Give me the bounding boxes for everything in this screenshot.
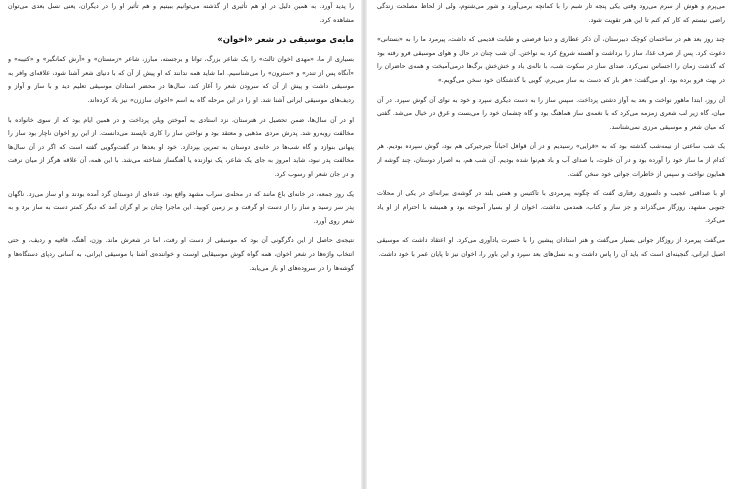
right-paragraph-4: یک شب ساعتی از نیمه‌شب گذشته بود که به «قرایی» رسیدیم و در آن قوافل احیاناً جیرجیرکی هم بود، گوش سپرده بودیم. هر کدام از ما ساز خود را آورده بود و در آن خلوت، با صدای آب و باد هم‌نوا شده بودیم. آن شب هم، به اصرار دوستان، چند گوشه از همایون نواخت و سپس از خاطرات جوانی خود سخن گفت. <box>377 143 725 178</box>
page-gutter <box>361 0 367 489</box>
right-paragraph-3: آن روز، ابتدا ماهور نواخت و بعد به آواز دشتی پرداخت. سپس ساز را به دست دیگری سپرد و خود به نوای آن گوش سپرد. در آن میان، گاه زیر لب شعری زمزمه می‌کرد که با نغمه‌ی ساز هماهنگ بود و گاه چشمان خود را می‌بست و غرق در خیال می‌شد. گفتی که میان شعر و موسیقی مرزی نمی‌شناسد. <box>377 96 725 131</box>
left-page <box>8 0 354 489</box>
right-paragraph-6: می‌گفت پیرمرد از روزگار جوانی بسیار می‌گفت و هنر استادان پیشین را با حسرت یادآوری می‌کرد. او اعتقاد داشت که موسیقی اصیل ایرانی، گنجینه‌ای است که باید آن را پاس داشت و به نسل‌های بعد سپرد و این باور را، اخوان نیز تا پایان عمر با خود داشت. <box>377 236 725 258</box>
left-paragraph-2: او در آن سال‌ها، ضمن تحصیل در هنرستان، نزد استادی به آموختن ویلن پرداخت و در همین ایام بود که از سوی خانواده با مخالفت روبه‌رو شد. پدرش مردی مذهبی و معتقد بود و نواختن ساز را کاری ناپسند می‌دانست. از این رو اخوان ناچار بود ساز را پنهانی بنوازد و گاه شب‌ها در خانه‌ی دوستان به تمرین بپردازد. خود او بعدها در گفت‌وگویی گفته است که اگر در آن سال‌ها مخالفت پدر نبود، شاید امروز به جای یک شاعر، یک نوازنده یا آهنگساز شناخته می‌شد. با این همه، آن علاقه هرگز از میان نرفت و در جان شعر او رسوب کرد. <box>8 116 354 178</box>
right-paragraph-1: می‌پرم و هوش از سرم می‌رود وقتی یکی پنجه تار شبم را با کمانچه برمی‌آورد و شور می‌شنوم، ولی از لحاظ مصلحت زندگی راضی نیستم که کار کم کنم تا این هنر تقویت شود. <box>377 3 725 24</box>
left-paragraph-3: یک روز جمعه، در خانه‌ای باغ مانند که در محله‌ی سراب مشهد واقع بود، عده‌ای از دوستان گرد آمده بودند و او ساز می‌زد. ناگهان پدر سر رسید و ساز را از دست او گرفت و بر زمین کوبید. این ماجرا چنان بر او گران آمد که دیگر کمتر دست به ساز برد و به شعر روی آورد. <box>8 190 354 225</box>
section-heading: مایه‌ی موسیقی در شعر «اخوان» <box>217 35 354 46</box>
left-intro-paragraph: را پدید آورد. به همین دلیل در او هم تأثیری از گذشته می‌توانیم ببینیم و هم تأثیر او را در دیگران، یعنی نسل بعدی می‌توان مشاهده کرد. <box>8 3 354 24</box>
right-paragraph-5: او با صداقتی عجیب و دلسوزی رفتاری گفت که چگونه پیرمردی با تاکتیس و همتی بلند در گوشه‌ی بیرانه‌ای در یکی از محلات جنوبی مشهد، روزگار می‌گذراند و جز ساز و کتاب، همدمی نداشت. اخوان از او بسیار آموخته بود و همیشه با احترام از او یاد می‌کرد. <box>377 190 725 225</box>
right-page <box>377 0 725 489</box>
left-paragraph-4: نتیجه‌ی حاصل از این دگرگونی آن بود که موسیقی از دست او رفت، اما در شعرش ماند. وزن، آهنگ، قافیه و ردیف، و حتی انتخاب واژه‌ها در شعر اخوان، همه گواه گوش موسیقایی اوست و خواننده‌ی آشنا با موسیقی ایرانی، به آسانی ردپای دستگاه‌ها و گوشه‌ها را در سروده‌های او باز می‌یابد. <box>8 237 354 272</box>
right-paragraph-2: چند روز بعد هم در ساختمان کوچک دبیرستان، آن ذکر عطاری و دنیا فرصتی و طبابت قدیمی که داشت، پیرمرد ما را به «بستانی» دعوت کرد. پس از صرف غذا، ساز را برداشت و آهسته شروع کرد به نواختن. آن شب چنان در حال و هوای موسیقی فرو رفته بود که گذشت زمان را احساس نمی‌کرد. صدای ساز در سکوت شب، با ناله‌ی باد و خش‌خش برگ‌ها درمی‌آمیخت و همه‌ی حاضران را در بهت فرو برده بود. او می‌گفت: «هر بار که دست به ساز می‌برم، گویی با گذشتگان خود سخن می‌گویم.» <box>377 36 725 84</box>
left-paragraph-1: بسیاری از ما، «مهدی اخوان ثالث» را یک شاعر بزرگ، توانا و برجسته، مبارز، شاعر «زمستان» و «آرش کمانگیر» و «کتیبه» و «آنگاه پس از تندر» و «سترون» را می‌شناسیم. اما شاید همه ندانند که او پیش از آن که با دنیای شعر آشنا شود، علاقه‌ای وافر به موسیقی داشت و پیش از آن که سرودن شعر را آغاز کند، سال‌ها در محضر استادان موسیقی تعلیم دید و با ساز و آواز و ردیف‌های موسیقی ایرانی آشنا شد. او را در این مرحله گاه به اسم «اخوان ساززن» نیز یاد کرده‌اند. <box>8 56 354 104</box>
